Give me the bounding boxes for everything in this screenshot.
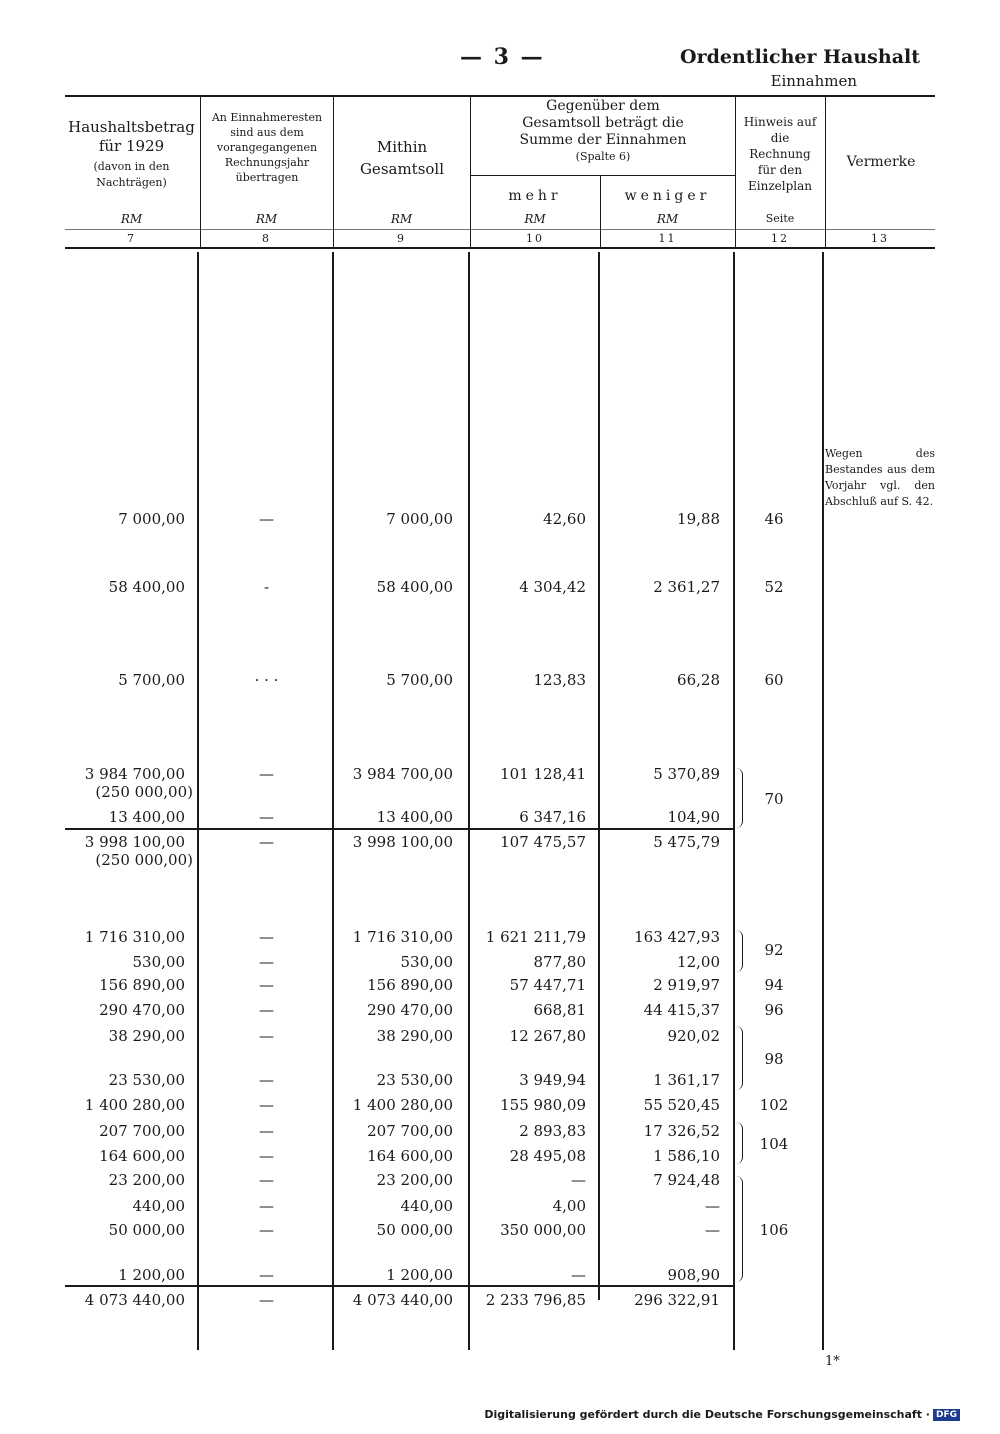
row-9-c12: 96	[764, 1001, 784, 1019]
row-2-c10: 123,83	[533, 671, 586, 689]
col11-header: weniger	[624, 188, 711, 204]
row-14-c8: —	[259, 1147, 274, 1165]
col8-unit: RM	[255, 212, 278, 226]
vrule-b1	[197, 252, 199, 1350]
vrule-h6	[825, 97, 826, 247]
row-11-c10: 3 949,94	[519, 1071, 586, 1089]
row-7-c7: 530,00	[132, 953, 185, 971]
row-18-c9: 1 200,00	[386, 1266, 453, 1284]
header-bottom-rule	[65, 247, 935, 249]
row-19-c10: 2 233 796,85	[485, 1291, 586, 1309]
row-6-c9: 1 716 310,00	[352, 928, 453, 946]
row-19-c9: 4 073 440,00	[352, 1291, 453, 1309]
row-5-c7-sub: (250 000,00)	[95, 851, 193, 869]
row-8-c8: —	[259, 976, 274, 994]
row-10-c9: 38 290,00	[376, 1027, 453, 1045]
row-18-c7: 1 200,00	[118, 1266, 185, 1284]
row-3-c7: 3 984 700,00	[84, 765, 185, 783]
col-group-label: Gegenüber dem Gesamtsoll beträgt die Summe der Einnahmen	[519, 98, 687, 148]
row-10-c10: 12 267,80	[509, 1027, 586, 1045]
row-6-c11: 163 427,93	[634, 928, 720, 946]
row-6-c7: 1 716 310,00	[84, 928, 185, 946]
row-11-c8: —	[259, 1071, 274, 1089]
total-rule	[65, 1285, 735, 1287]
row-4-c9: 13 400,00	[376, 808, 453, 826]
row-12-c12: 102	[759, 1096, 789, 1114]
col7-label: Haushaltsbetrag für 1929	[68, 118, 195, 155]
row-9-c9: 290 470,00	[367, 1001, 453, 1019]
row-8-c7: 156 890,00	[99, 976, 185, 994]
row-18-c8: —	[259, 1266, 274, 1284]
row-17-c8: —	[259, 1221, 274, 1239]
row-0-c12: 46	[764, 510, 784, 528]
row-0-c7: 7 000,00	[118, 510, 185, 528]
row-1-c10: 4 304,42	[519, 578, 586, 596]
row-2-c9: 5 700,00	[386, 671, 453, 689]
col12-number: 12	[771, 232, 789, 245]
row-3-c9: 3 984 700,00	[352, 765, 453, 783]
row-12-c8: —	[259, 1096, 274, 1114]
row-14-c7: 164 600,00	[99, 1147, 185, 1165]
row-15-c8: —	[259, 1171, 274, 1189]
row-2-c11: 66,28	[677, 671, 720, 689]
row-15-c9: 23 200,00	[376, 1171, 453, 1189]
row-9-c7: 290 470,00	[99, 1001, 185, 1019]
col-group-header	[478, 98, 728, 165]
header-top-rule	[65, 95, 935, 97]
row-15-c11: 7 924,48	[653, 1171, 720, 1189]
row-18-c10: —	[571, 1266, 586, 1284]
col8-header: An Einnahmeresten sind aus dem vorangegangenen Rechnungsjahr übertragen	[211, 111, 323, 184]
vrule-b6	[822, 252, 824, 1350]
row-10-c11: 920,02	[667, 1027, 720, 1045]
page-title: Ordentlicher Haushalt	[680, 46, 920, 68]
col10-header: mehr	[508, 188, 562, 204]
row-16-c7: 440,00	[132, 1197, 185, 1215]
row-13-c12: 104	[759, 1135, 789, 1153]
col-group-sublabel: (Spalte 6)	[575, 150, 631, 163]
row-3-c11: 5 370,89	[653, 765, 720, 783]
row-11-c11: 1 361,17	[653, 1071, 720, 1089]
row-1-c11: 2 361,27	[653, 578, 720, 596]
row-19-c11: 296 322,91	[634, 1291, 720, 1309]
col7-unit: RM	[120, 212, 143, 226]
vrule-h5	[735, 97, 736, 247]
row-13-c8: —	[259, 1122, 274, 1140]
row-15-c10: —	[571, 1171, 586, 1189]
row-1-c12: 52	[764, 578, 784, 596]
row-11-c7: 23 530,00	[108, 1071, 185, 1089]
row-16-c8: —	[259, 1197, 274, 1215]
col11-unit: RM	[656, 212, 679, 226]
row-1-c9: 58 400,00	[376, 578, 453, 596]
row-16-c12: 106	[759, 1221, 789, 1239]
row-2-c7: 5 700,00	[118, 671, 185, 689]
row-9-c11: 44 415,37	[643, 1001, 720, 1019]
row-7-c11: 12,00	[677, 953, 720, 971]
row-18-c11: 908,90	[667, 1266, 720, 1284]
row-9-c8: —	[259, 1001, 274, 1019]
row-19-c7: 4 073 440,00	[84, 1291, 185, 1309]
col13-number: 13	[871, 232, 889, 245]
row-7-c10: 877,80	[533, 953, 586, 971]
row-13-c11: 17 326,52	[643, 1122, 720, 1140]
vrule-h2	[333, 97, 334, 247]
row-1-c8: -	[263, 578, 270, 596]
row-16-c10: 4,00	[552, 1197, 586, 1215]
row-8-c12: 94	[764, 976, 784, 994]
footer-credit	[484, 1408, 960, 1421]
row-4-c12: 70	[764, 790, 784, 808]
row-2-c8: · · ·	[254, 671, 279, 689]
row-17-c11: —	[705, 1221, 720, 1239]
row-16-c11: —	[705, 1197, 720, 1215]
page-subtitle: Einnahmen	[770, 72, 857, 90]
row-4-c8: —	[259, 808, 274, 826]
row-5-c11: 5 475,79	[653, 833, 720, 851]
row-4-c11: 104,90	[667, 808, 720, 826]
row-5-c10: 107 475,57	[500, 833, 586, 851]
col7-header	[65, 118, 198, 191]
row-12-c9: 1 400 280,00	[352, 1096, 453, 1114]
col9-number: 9	[397, 232, 406, 245]
footer-text: Digitalisierung gefördert durch die Deutsche Forschungsgemeinschaft ·	[484, 1408, 930, 1421]
row-14-c10: 28 495,08	[509, 1147, 586, 1165]
subtotal-rule	[65, 828, 735, 830]
row-9-c10: 668,81	[533, 1001, 586, 1019]
row-0-c9: 7 000,00	[386, 510, 453, 528]
row-0-c10: 42,60	[543, 510, 586, 528]
row-3-c7-sub: (250 000,00)	[95, 783, 193, 801]
col9-unit: RM	[390, 212, 413, 226]
row-12-c10: 155 980,09	[500, 1096, 586, 1114]
row-4-c7: 13 400,00	[108, 808, 185, 826]
row-5-c8: —	[259, 833, 274, 851]
vrule-h1	[200, 97, 201, 247]
col9-header: Mithin Gesamtsoll	[359, 138, 445, 178]
row-10-c12: 98	[764, 1050, 784, 1068]
col10-unit: RM	[524, 212, 546, 226]
row-2-c12: 60	[764, 671, 784, 689]
col11-number: 11	[658, 232, 677, 245]
row-10-c7: 38 290,00	[108, 1027, 185, 1045]
row-13-c7: 207 700,00	[99, 1122, 185, 1140]
row-14-c9: 164 600,00	[367, 1147, 453, 1165]
row-8-c10: 57 447,71	[509, 976, 586, 994]
row-0-c8: —	[259, 510, 274, 528]
page-number: — 3 —	[460, 44, 545, 70]
row-15-c7: 23 200,00	[108, 1171, 185, 1189]
row-0-c11: 19,88	[677, 510, 720, 528]
row-8-c11: 2 919,97	[653, 976, 720, 994]
col10-number: 10	[526, 232, 544, 245]
col8-number: 8	[262, 232, 271, 245]
row-14-c11: 1 586,10	[653, 1147, 720, 1165]
row-10-c8: —	[259, 1027, 274, 1045]
col12-unit: Seite	[765, 212, 795, 225]
row-7-c9: 530,00	[400, 953, 453, 971]
col12-header: Hinweis auf die Rechnung für den Einzelplan	[743, 115, 817, 193]
row-7-c8: —	[259, 953, 274, 971]
group-divider-rule	[470, 175, 735, 176]
footnote-mark: 1*	[825, 1354, 840, 1369]
row-12-c11: 55 520,45	[643, 1096, 720, 1114]
row-13-c10: 2 893,83	[519, 1122, 586, 1140]
row-12-c7: 1 400 280,00	[84, 1096, 185, 1114]
row-7-c12: 92	[764, 941, 784, 959]
dfg-logo: DFG	[933, 1409, 960, 1421]
row-5-c7: 3 998 100,00	[84, 833, 185, 851]
col7-sublabel: (davon in den Nachträgen)	[93, 160, 170, 189]
vrule-h4	[600, 175, 601, 247]
row-11-c9: 23 530,00	[376, 1071, 453, 1089]
row-13-c9: 207 700,00	[367, 1122, 453, 1140]
row-17-c10: 350 000,00	[500, 1221, 586, 1239]
col13-header: Vermerke	[846, 154, 916, 170]
remark-note: Wegen des Bestandes aus dem Vorjahr vgl. den Abschluß auf S. 42.	[825, 447, 935, 508]
row-3-c10: 101 128,41	[500, 765, 586, 783]
row-6-c8: —	[259, 928, 274, 946]
row-17-c9: 50 000,00	[376, 1221, 453, 1239]
row-6-c10: 1 621 211,79	[485, 928, 586, 946]
row-16-c9: 440,00	[400, 1197, 453, 1215]
vrule-h3	[470, 97, 471, 247]
row-5-c9: 3 998 100,00	[352, 833, 453, 851]
unit-rule	[65, 229, 935, 230]
row-19-c8: —	[259, 1291, 274, 1309]
row-1-c7: 58 400,00	[108, 578, 185, 596]
col7-number: 7	[127, 232, 136, 245]
row-3-c8: —	[259, 765, 274, 783]
row-4-c10: 6 347,16	[519, 808, 586, 826]
row-17-c7: 50 000,00	[108, 1221, 185, 1239]
row-8-c9: 156 890,00	[367, 976, 453, 994]
